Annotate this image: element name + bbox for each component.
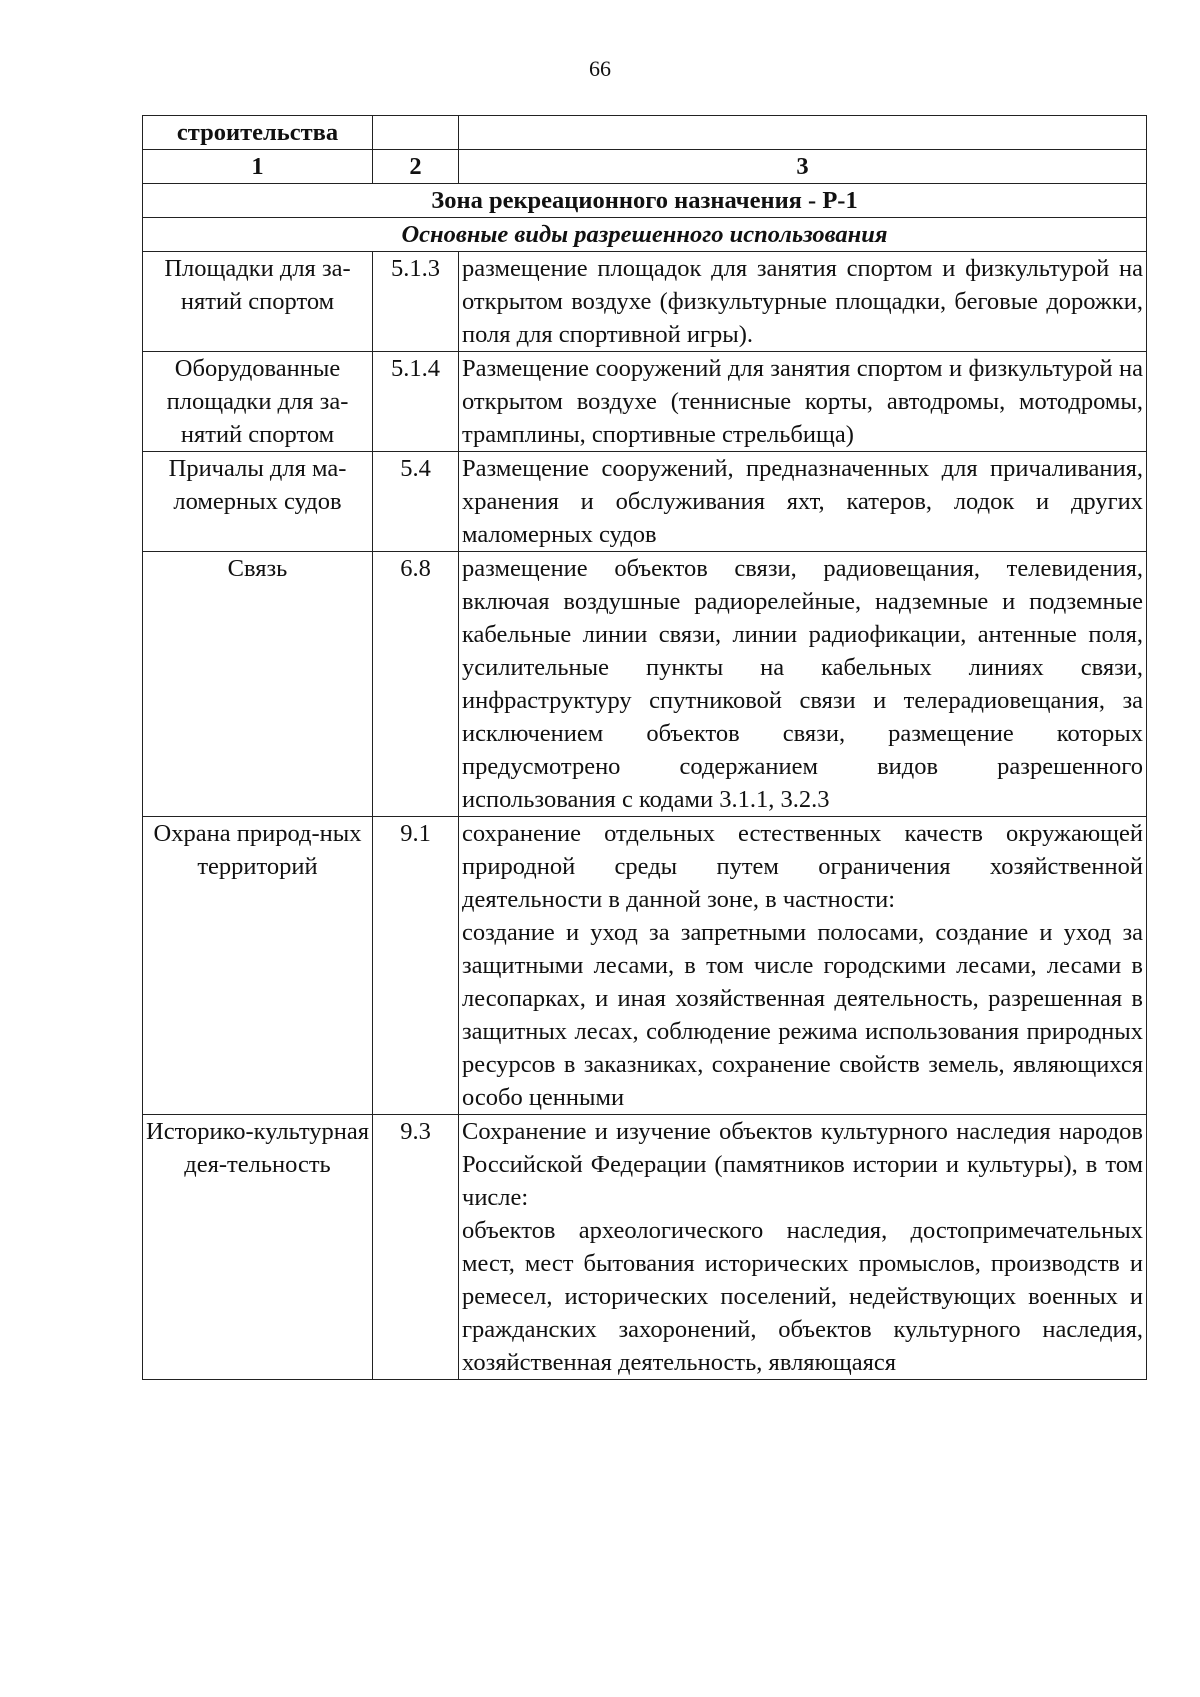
use-name: Историко-культурная дея-тельность (143, 1115, 373, 1380)
column-number-2: 2 (373, 150, 459, 184)
use-code: 9.3 (373, 1115, 459, 1380)
section-title: Основные виды разрешенного использования (143, 218, 1147, 252)
use-description (459, 352, 1147, 452)
use-description (459, 552, 1147, 817)
description-paragraph: Размещение сооружений, предназначенных для причаливания, хранения и обслуживания яхт, катеров, лодок и других маломерных судов (462, 455, 1143, 548)
use-code: 6.8 (373, 552, 459, 817)
use-code: 5.1.4 (373, 352, 459, 452)
use-name: Оборудованные площадки для за-нятий спортом (143, 352, 373, 452)
table-row (143, 452, 1147, 552)
use-code: 5.4 (373, 452, 459, 552)
land-use-table (142, 115, 1147, 1380)
use-description (459, 252, 1147, 352)
use-description (459, 1115, 1147, 1380)
description-paragraph: размещение площадок для занятия спортом и физкультурой на открытом воздухе (физкультурные площадки, беговые дорожки, поля для спортивной игры). (462, 255, 1143, 348)
use-code: 9.1 (373, 817, 459, 1115)
zone-title: Зона рекреационного назначения - Р-1 (143, 184, 1147, 218)
continued-cell-col3 (459, 116, 1147, 150)
section-title-row (143, 218, 1147, 252)
table-row (143, 352, 1147, 452)
column-number-row (143, 150, 1147, 184)
description-paragraph: создание и уход за запретными полосами, создание и уход за защитными лесами, в том числе городскими лесами, лесами в лесопарках, и иная хозяйственная деятельность, разрешенная в защитных лесах, соблюдение режима использования природных ресурсов в заказниках, сохранение свойств земель, являющихся особо ценными (462, 919, 1143, 1111)
use-name: Причалы для ма-ломерных судов (143, 452, 373, 552)
description-paragraph: размещение объектов связи, радиовещания, телевидения, включая воздушные радиорелейные, надземные и подземные кабельные линии связи, линии радиофикации, антенные поля, усилительные пункты на кабельных линиях связи, инфраструктуру спутниковой связи и телерадиовещания, за исключением объектов связи, размещение которых предусмотрено содержанием видов разрешенного использования с кодами 3.1.1, 3.2.3 (462, 555, 1143, 813)
continued-cell-col2 (373, 116, 459, 150)
use-description (459, 817, 1147, 1115)
zone-title-row (143, 184, 1147, 218)
use-name: Площадки для за-нятий спортом (143, 252, 373, 352)
use-name: Связь (143, 552, 373, 817)
use-code: 5.1.3 (373, 252, 459, 352)
use-name: Охрана природ-ных территорий (143, 817, 373, 1115)
continued-cell-col1: строительства (143, 116, 373, 150)
table-row (143, 252, 1147, 352)
description-paragraph: объектов археологического наследия, достопримечательных мест, мест бытования исторических промыслов, производств и ремесел, исторических поселений, недействующих военных и гражданских захоронений, объектов культурного наследия, хозяйственная деятельность, являющаяся (462, 1217, 1143, 1376)
table-row (143, 1115, 1147, 1380)
use-description (459, 452, 1147, 552)
column-number-1: 1 (143, 150, 373, 184)
table-row-continued (143, 116, 1147, 150)
description-paragraph: Размещение сооружений для занятия спортом и физкультурой на открытом воздухе (теннисные корты, автодромы, мотодромы, трамплины, спортивные стрельбища) (462, 355, 1143, 448)
table-row (143, 817, 1147, 1115)
column-number-3: 3 (459, 150, 1147, 184)
page-number: 66 (589, 56, 611, 81)
description-paragraph: Сохранение и изучение объектов культурного наследия народов Российской Федерации (памятников истории и культуры), в том числе: (462, 1118, 1143, 1211)
table-row (143, 552, 1147, 817)
description-paragraph: сохранение отдельных естественных качеств окружающей природной среды путем ограничения хозяйственной деятельности в данной зоне, в частности: (462, 820, 1143, 913)
